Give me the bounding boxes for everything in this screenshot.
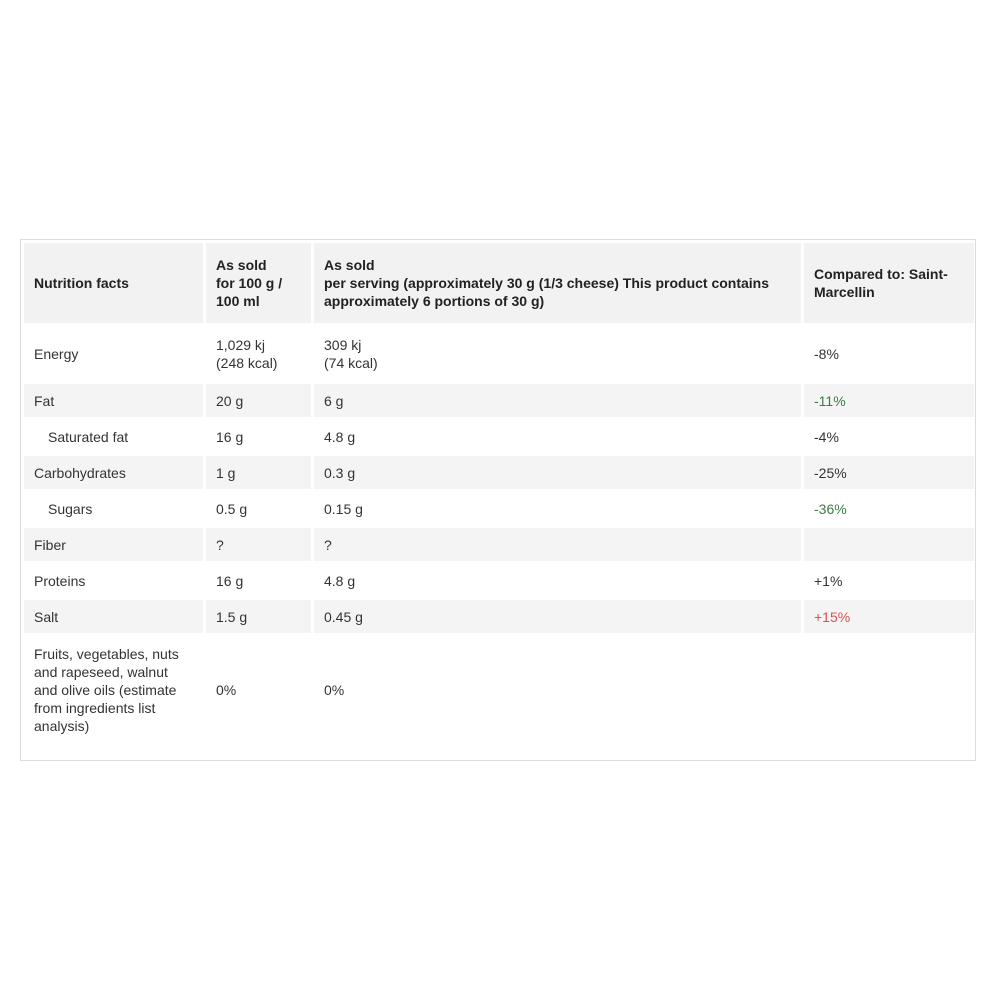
serving-value: 0.45 g xyxy=(314,600,801,633)
header-compared-to: Compared to: Saint-Marcellin xyxy=(804,243,974,323)
table-row-proteins xyxy=(24,564,974,597)
row-label: Fiber xyxy=(24,528,203,561)
per100-kcal: (248 kcal) xyxy=(216,354,278,371)
per100-value: 20 g xyxy=(206,384,311,417)
table-header-row xyxy=(24,243,974,323)
serving-value xyxy=(314,326,801,381)
per100-value: 0.5 g xyxy=(206,492,311,525)
compare-value: -36% xyxy=(804,492,974,525)
serving-kj: 309 kj xyxy=(324,336,362,353)
header-per-serving-line1: As sold xyxy=(324,257,375,273)
per100-value: 16 g xyxy=(206,420,311,453)
per100-value: 0% xyxy=(206,636,311,744)
per100-value: 1 g xyxy=(206,456,311,489)
serving-value: 4.8 g xyxy=(314,564,801,597)
serving-kcal: (74 kcal) xyxy=(324,354,378,371)
compare-value: +15% xyxy=(804,600,974,633)
per100-value: 1.5 g xyxy=(206,600,311,633)
per100-kj: 1,029 kj xyxy=(216,336,266,353)
compare-value xyxy=(804,528,974,561)
compare-value: -11% xyxy=(804,384,974,417)
per100-value: ? xyxy=(206,528,311,561)
per100-value xyxy=(206,326,311,381)
serving-value: 6 g xyxy=(314,384,801,417)
table-row-saturated-fat xyxy=(24,420,974,453)
serving-value: ? xyxy=(314,528,801,561)
compare-value: -25% xyxy=(804,456,974,489)
compare-value: +1% xyxy=(804,564,974,597)
header-nutrition-facts: Nutrition facts xyxy=(24,243,203,323)
table-row-sugars xyxy=(24,492,974,525)
table-row-fiber xyxy=(24,528,974,561)
serving-value: 4.8 g xyxy=(314,420,801,453)
serving-value: 0% xyxy=(314,636,801,744)
compare-value: -8% xyxy=(804,326,974,381)
header-per-serving xyxy=(314,243,801,323)
serving-value: 0.15 g xyxy=(314,492,801,525)
header-per-serving-line2: per serving (approximately 30 g (1/3 cheese) This product contains approximately 6 portions of 30 g) xyxy=(324,275,770,309)
header-per-100g xyxy=(206,243,311,323)
row-label: Fruits, vegetables, nuts and rapeseed, walnut and olive oils (estimate from ingredients list analysis) xyxy=(24,636,203,744)
table-row-energy xyxy=(24,326,974,381)
row-label: Carbohydrates xyxy=(24,456,203,489)
table-row-fat xyxy=(24,384,974,417)
compare-value xyxy=(804,636,974,744)
row-label: Energy xyxy=(24,326,203,381)
row-label: Salt xyxy=(24,600,203,633)
nutrition-facts-table-container xyxy=(20,239,976,761)
serving-value: 0.3 g xyxy=(314,456,801,489)
header-per-100g-line1: As sold xyxy=(216,257,267,273)
row-label: Proteins xyxy=(24,564,203,597)
table-row-carbohydrates xyxy=(24,456,974,489)
row-label: Sugars xyxy=(24,492,203,525)
row-label: Fat xyxy=(24,384,203,417)
nutrition-facts-table xyxy=(21,240,977,747)
table-row-salt xyxy=(24,600,974,633)
table-row-fruits-vegetables xyxy=(24,636,974,744)
compare-value: -4% xyxy=(804,420,974,453)
header-per-100g-line2: for 100 g / xyxy=(216,275,283,291)
header-per-100g-line3: 100 ml xyxy=(216,293,260,309)
per100-value: 16 g xyxy=(206,564,311,597)
row-label: Saturated fat xyxy=(24,420,203,453)
